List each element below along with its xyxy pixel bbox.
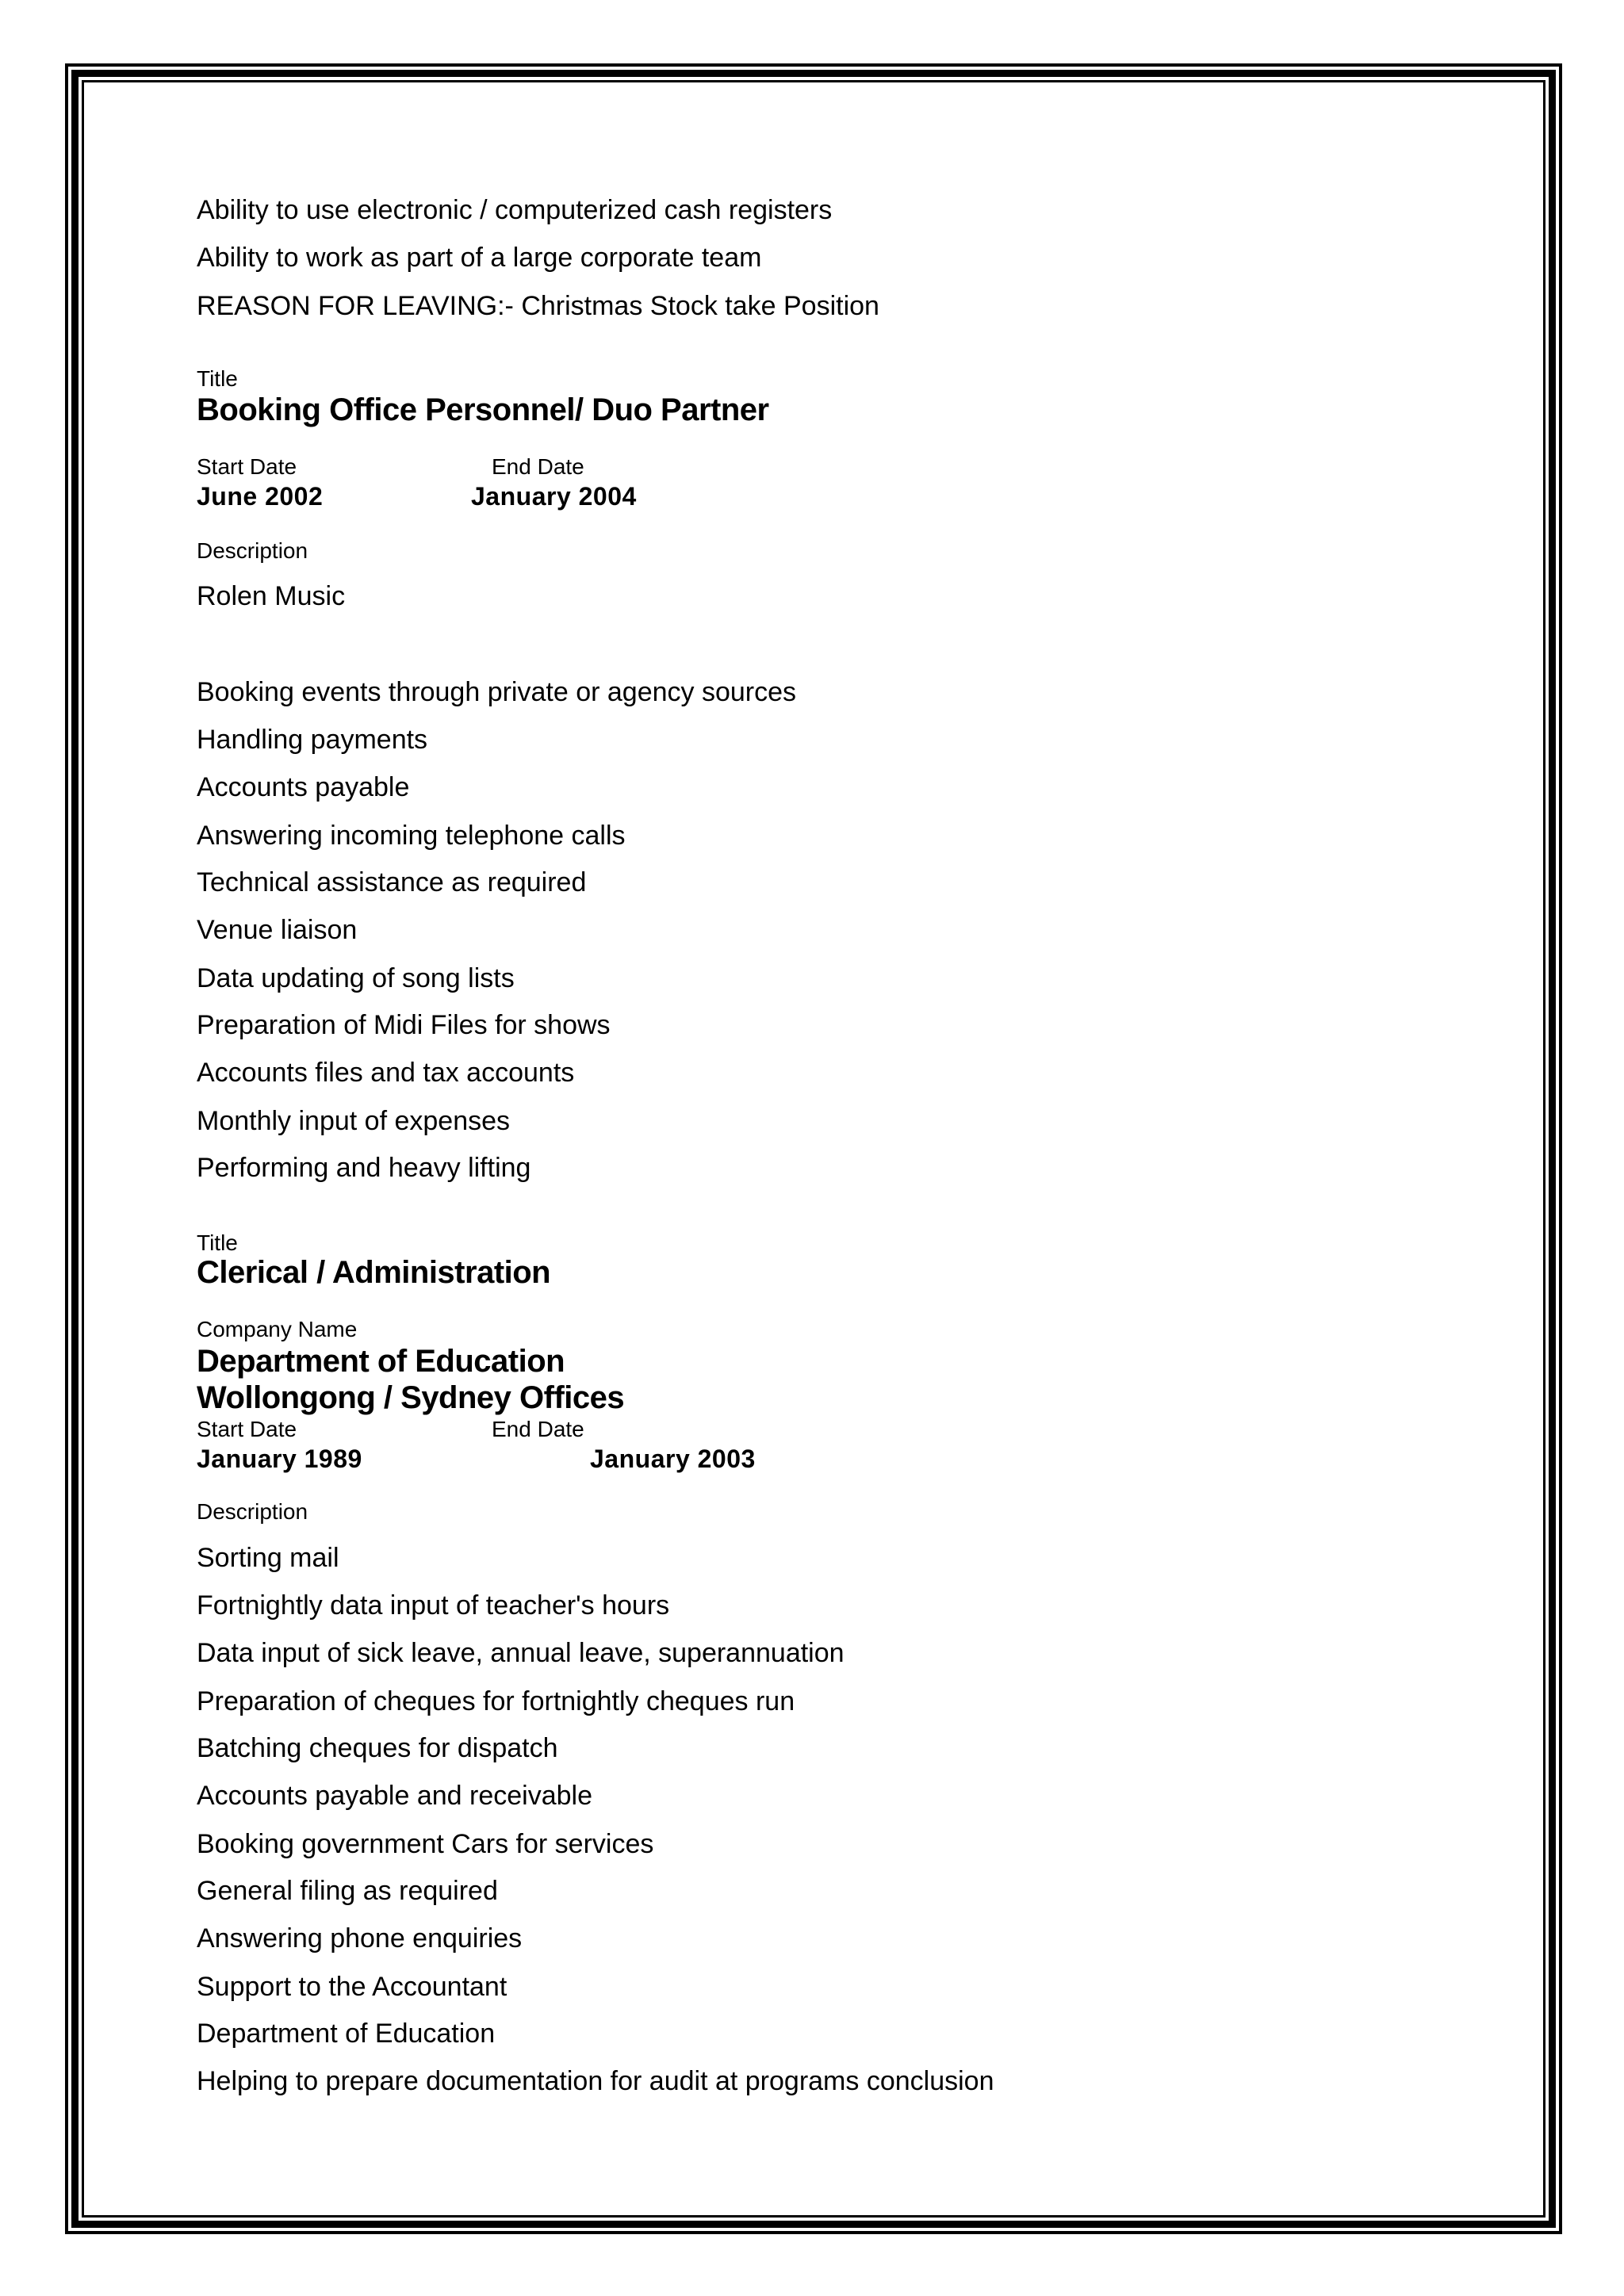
- job2-duty: Fortnightly data input of teacher's hours: [197, 1590, 670, 1621]
- reason-for-leaving: REASON FOR LEAVING:- Christmas Stock take Position: [197, 291, 879, 321]
- job2-duty: Accounts payable and receivable: [197, 1781, 592, 1811]
- job2-company: Department of Education: [197, 1344, 565, 1379]
- job1-duty: Venue liaison: [197, 915, 358, 945]
- job2-company-label: Company Name: [197, 1317, 358, 1341]
- skill-line: Ability to use electronic / computerized cash registers: [197, 195, 833, 225]
- job1-duty: Booking events through private or agency sources: [197, 677, 797, 707]
- job1-company: Rolen Music: [197, 581, 346, 611]
- job1-duty: Performing and heavy lifting: [197, 1153, 531, 1183]
- job1-end-label: End Date: [492, 454, 584, 479]
- job1-title-label: Title: [197, 366, 238, 391]
- job2-end-date: January 2003: [590, 1445, 756, 1473]
- job1-duty: Monthly input of expenses: [197, 1106, 511, 1136]
- job2-duty: Data input of sick leave, annual leave, superannuation: [197, 1638, 845, 1668]
- job1-description-label: Description: [197, 538, 308, 563]
- job2-duty: General filing as required: [197, 1876, 498, 1906]
- job1-start-label: Start Date: [197, 454, 297, 479]
- job2-duty: Department of Education: [197, 2019, 496, 2049]
- job2-start-label: Start Date: [197, 1417, 297, 1441]
- job2-description-label: Description: [197, 1499, 308, 1524]
- job1-duty: Answering incoming telephone calls: [197, 821, 626, 851]
- job2-title-label: Title: [197, 1230, 238, 1255]
- job1-duty: Technical assistance as required: [197, 867, 587, 897]
- job2-company-offices: Wollongong / Sydney Offices: [197, 1380, 625, 1415]
- job2-start-date: January 1989: [197, 1445, 362, 1473]
- job1-duty: Accounts files and tax accounts: [197, 1058, 575, 1088]
- job2-duty: Helping to prepare documentation for audit at programs conclusion: [197, 2066, 994, 2096]
- job1-duty: Accounts payable: [197, 772, 410, 802]
- job1-duty: Data updating of song lists: [197, 963, 515, 993]
- job2-end-label: End Date: [492, 1417, 584, 1441]
- job1-title: Booking Office Personnel/ Duo Partner: [197, 392, 769, 427]
- skill-line: Ability to work as part of a large corporate team: [197, 243, 762, 273]
- job2-duty: Preparation of cheques for fortnightly cheques run: [197, 1686, 795, 1716]
- job2-duty: Support to the Accountant: [197, 1972, 508, 2002]
- job1-duty: Preparation of Midi Files for shows: [197, 1010, 611, 1040]
- job2-duty: Batching cheques for dispatch: [197, 1733, 558, 1763]
- job2-title: Clerical / Administration: [197, 1255, 551, 1290]
- job2-duty: Answering phone enquiries: [197, 1923, 523, 1954]
- job2-duty: Booking government Cars for services: [197, 1829, 654, 1859]
- job1-start-date: June 2002: [197, 482, 324, 511]
- job1-end-date: January 2004: [471, 482, 637, 511]
- job2-duty: Sorting mail: [197, 1543, 339, 1573]
- job1-duty: Handling payments: [197, 725, 428, 755]
